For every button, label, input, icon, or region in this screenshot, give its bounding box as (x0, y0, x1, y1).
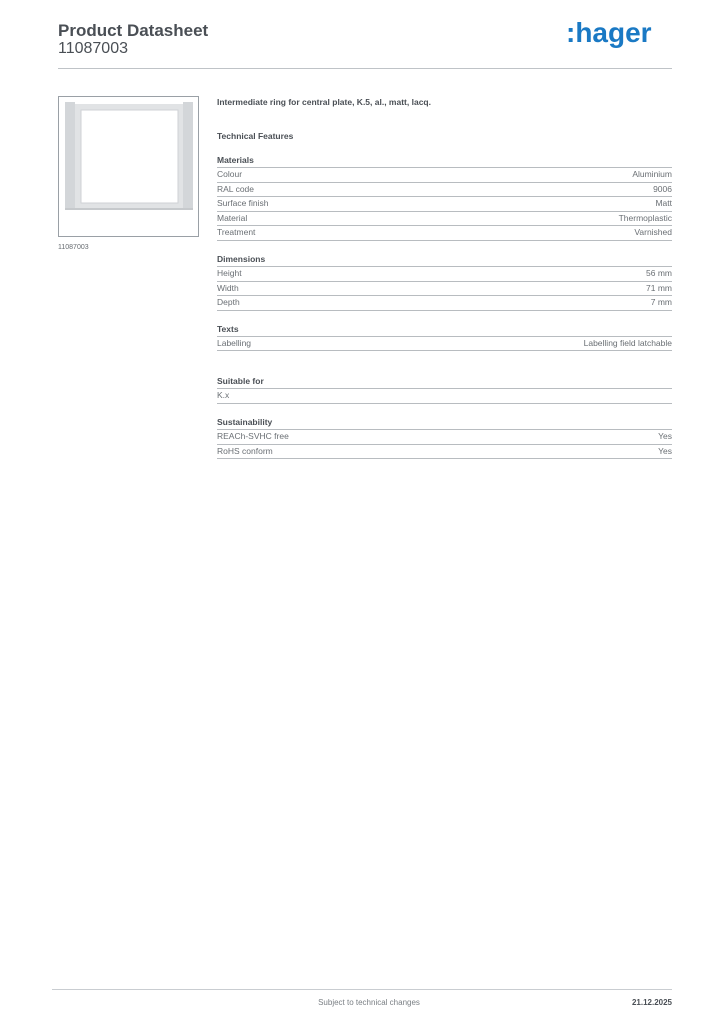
section-suitable-for (217, 375, 672, 404)
row-value: 9006 (653, 183, 672, 194)
section-sustainability (217, 416, 672, 459)
product-description: Intermediate ring for central plate, K.5, al., matt, lacq. (217, 97, 431, 107)
product-image (58, 96, 199, 237)
row-value: Yes (658, 430, 672, 441)
table-row (217, 296, 672, 311)
row-label: REACh-SVHC free (217, 430, 289, 441)
row-value: 71 mm (646, 282, 672, 293)
intermediate-ring-image (59, 97, 200, 238)
row-label: RoHS conform (217, 445, 273, 456)
footer-divider (52, 989, 672, 990)
row-label: Colour (217, 169, 243, 179)
footer-date: 21.12.2025 (631, 998, 672, 1007)
table-row (217, 430, 672, 445)
row-value: Labelling field latchable (583, 337, 672, 348)
row-label: Material (217, 212, 248, 223)
row-label: Depth (217, 297, 240, 308)
section-title: Sustainability (217, 416, 273, 427)
row-value: Varnished (634, 227, 672, 238)
section-dimensions (217, 253, 672, 311)
table-row (217, 168, 672, 183)
technical-features-heading: Technical Features (217, 131, 294, 141)
row-label: Treatment (217, 227, 256, 238)
row-label: RAL code (217, 183, 255, 194)
table-row (217, 212, 672, 227)
table-row (217, 183, 672, 198)
table-row (217, 389, 672, 404)
image-caption: 11087003 (58, 244, 89, 251)
section-texts (217, 323, 672, 352)
row-label: Labelling (217, 337, 252, 348)
row-label: Width (217, 282, 239, 293)
table-row (217, 445, 672, 460)
header-divider (58, 68, 672, 69)
row-value: Yes (658, 445, 672, 456)
hager-logo (566, 16, 660, 50)
section-materials (217, 154, 672, 241)
row-value: Aluminium (632, 169, 672, 179)
technical-content (217, 96, 672, 459)
row-value: 7 mm (650, 297, 672, 308)
table-row (217, 267, 672, 282)
row-label: K.x (217, 390, 230, 401)
page-title: Product Datasheet (58, 21, 209, 40)
row-value: Thermoplastic (618, 212, 672, 223)
row-value: 56 mm (646, 267, 672, 278)
section-title: Texts (217, 323, 672, 337)
row-value: Matt (655, 198, 672, 209)
row-label: Surface finish (217, 198, 269, 209)
hager-logo-text: :hager (566, 17, 652, 48)
footer-note: Subject to technical changes (318, 998, 420, 1007)
article-number: 11087003 (58, 40, 128, 57)
table-row (217, 282, 672, 297)
row-label: Height (217, 267, 242, 278)
section-title: Materials (217, 154, 672, 168)
section-title: Suitable for (217, 375, 672, 389)
table-row (217, 197, 672, 212)
table-row (217, 226, 672, 241)
section-title: Dimensions (217, 253, 672, 267)
table-row (217, 337, 672, 352)
